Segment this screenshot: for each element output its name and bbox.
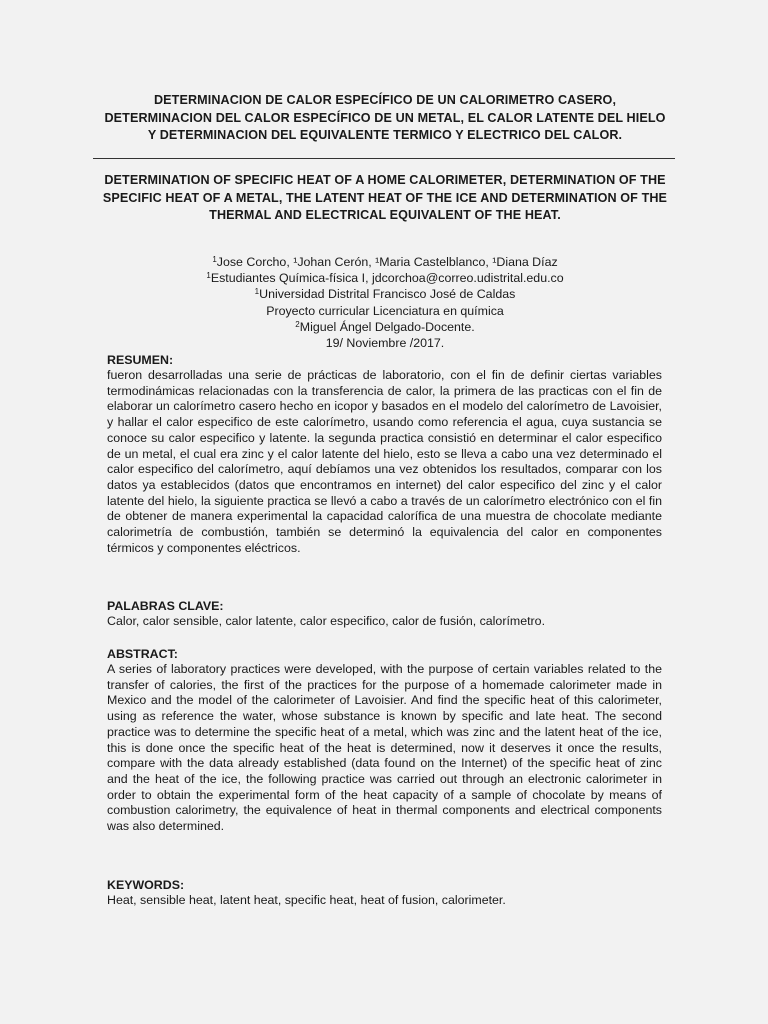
university: $^1$Universidad Distrital Francisco José de Caldas <box>254 287 516 302</box>
palabras-clave-section <box>107 598 662 630</box>
superscript: 2 <box>295 319 300 329</box>
keywords-body: Heat, sensible heat, latent heat, specific heat, heat of fusion, calorimeter. <box>107 893 506 907</box>
palabras-clave-heading: PALABRAS CLAVE: <box>107 599 224 613</box>
resumen-heading: RESUMEN: <box>107 353 174 367</box>
superscript: 1 <box>206 271 211 281</box>
title-english: DETERMINATION OF SPECIFIC HEAT OF A HOME CALORIMETER, DETERMINATION OF THE SPECIFIC HEAT OF A METAL, THE LATENT HEAT OF THE ICE AND DETERMINATION OF THE THERMAL AND ELECTRICAL EQUIVALENT OF THE HEAT. <box>102 173 668 222</box>
palabras-clave-body: Calor, calor sensible, calor latente, calor especifico, calor de fusión, calorímetro. <box>107 614 546 628</box>
project: Proyecto curricular Licenciatura en química <box>266 303 504 318</box>
author-names: $^1$Jose Corcho, ¹Johan Cerón, ¹Maria Castelblanco, ¹Diana Díaz <box>212 255 558 269</box>
resumen-body: fueron desarrolladas una serie de prácticas de laboratorio, con el fin de definir ciertas variables termodinámicas relacionadas con la transferencia de calor, la primera de las practicas con el fin de elaborar un calorímetro casero hecho en icopor y basados en el modelo del calorímetro de Lavoisier, y hallar el calor especifico de este calorímetro, usando como referencia el agua, cuya sustancia se conoce su calor especifico y latente. la segunda practica consistió en determinar el calor especifico de un metal, el cual era zinc y el calor latente del hielo, esto se lleva a cabo una vez determinado el calor especifico del calorímetro, aquí debíamos una vez obtenidos los resultados, comparar con los datos ya establecidos (datos que encontramos en internet) del calor especifico del zinc y el calor latente del hielo, la siguiente practica se llevó a cabo a través de un calorímetro electrónico con el fin de obtener de manera experimental la capacidad calorífica de una muestra de chocolate mediante calorimetría de combustión, también se determinó la equivalencia del calor en componentes térmicos y componentes eléctricos. <box>107 368 662 555</box>
keywords-section <box>107 877 662 909</box>
superscript: 1 <box>254 287 260 297</box>
advisor: $^2$Miguel Ángel Delgado-Docente. <box>295 319 475 334</box>
abstract-section <box>107 646 662 835</box>
title-spanish: DETERMINACION DE CALOR ESPECÍFICO DE UN CALORIMETRO CASERO, DETERMINACION DEL CALOR ESPECÍFICO DE UN METAL, EL CALOR LATENTE DEL HIELO Y DETERMINACION DEL EQUIVALENTE TERMICO Y ELECTRICO DEL CALOR. <box>104 93 666 142</box>
resumen-section <box>107 352 662 556</box>
date: 19/ Noviembre /2017. <box>325 336 445 351</box>
author-block <box>100 254 670 351</box>
abstract-body: A series of laboratory practices were developed, with the purpose of certain variables related to the transfer of calories, the first of the practices for the purpose of a homemade calorimeter made in Mexico and the model of the calorimeter of Lavoisier. And find the specific heat of this calorimeter, using as reference the water, whose substance is known by specific and late heat. The second practice was to determine the specific heat of a metal, which was zinc and the latent heat of the ice, this is done once the specific heat of the heat is determined, now it deserves it once the results, compare with the data already established (data found on the Internet) of the specific heat of zinc and the heat of the ice, the following practice was carried out through an electronic calorimeter in order to obtain the experimental form of the heat capacity of a sample of chocolate by means of combustion calorimetry, the equivalence of heat in thermal components and electrical components was also determined. <box>107 662 662 834</box>
superscript: 1 <box>212 255 217 264</box>
title-divider <box>93 158 675 159</box>
keywords-heading: KEYWORDS: <box>107 878 185 892</box>
abstract-heading: ABSTRACT: <box>107 647 178 661</box>
author-affiliation: $^1$Estudiantes Química-física I, jdcorchoa@correo.udistrital.edu.co <box>206 271 564 286</box>
